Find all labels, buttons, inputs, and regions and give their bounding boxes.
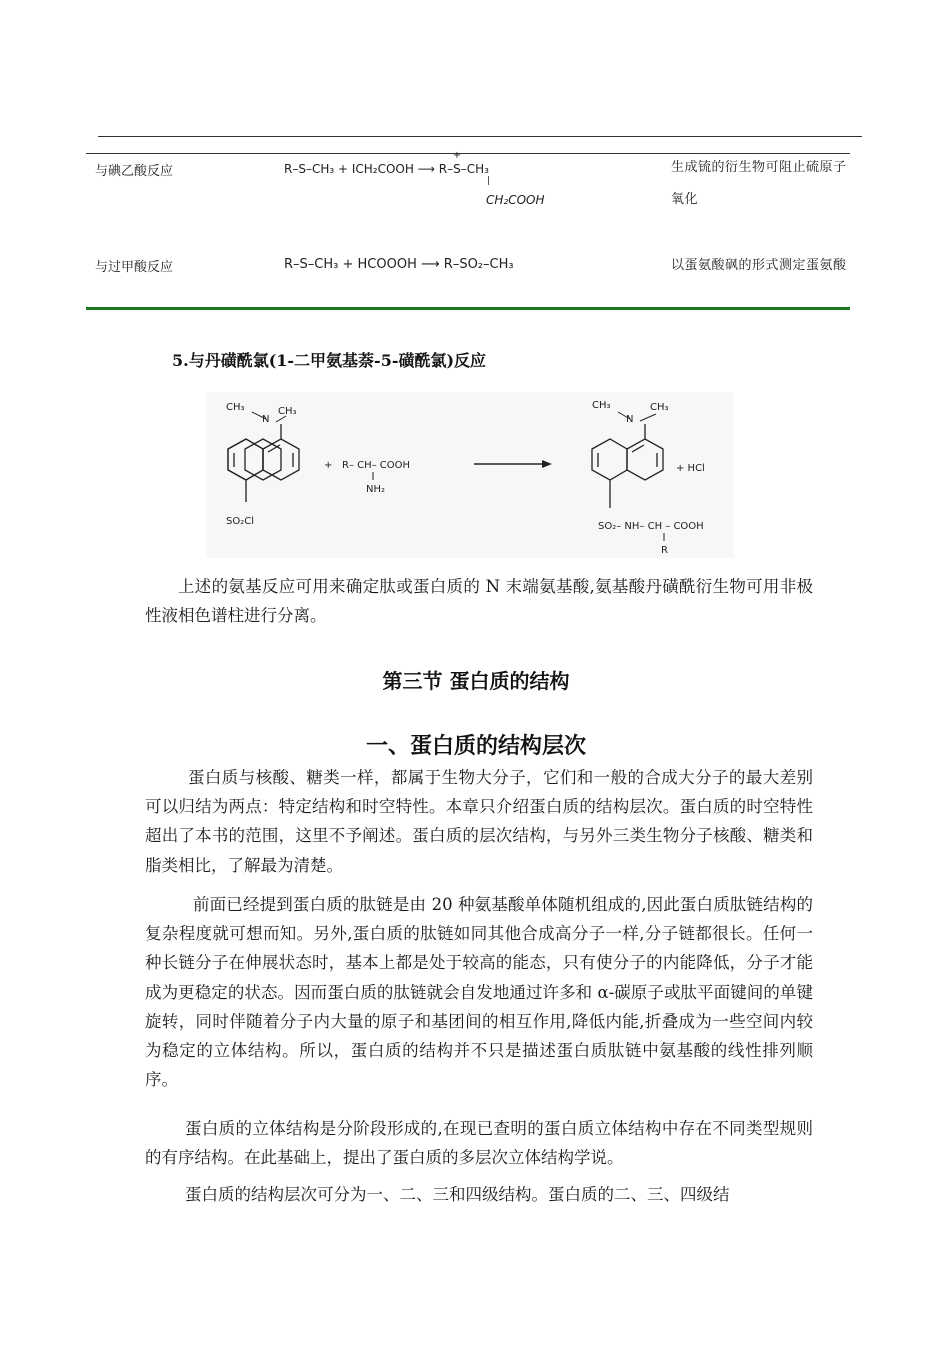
reaction-equation-performic: R–S–CH₃ + HCOOOH ⟶ R–SO₂–CH₃	[284, 257, 514, 272]
dansyl-reaction-scheme	[206, 392, 734, 558]
amino-group-label: NH₂	[366, 484, 386, 495]
methyl-label-3: CH₃	[592, 400, 611, 411]
sulfonyl-chloride-label: SO₂Cl	[226, 516, 254, 527]
charge-sign: +	[452, 150, 462, 161]
paragraph-3: 蛋白质的立体结构是分阶段形成的,在现已查明的蛋白质立体结构中存在不同类型规则的有序结构。在此基础上，提出了蛋白质的多层次立体结构学说。	[145, 1119, 813, 1168]
methyl-label-4: CH₃	[650, 402, 669, 413]
reaction-note-iodoacetate: 生成锍的衍生物可阻止硫原子氧化	[671, 160, 847, 207]
table-bottom-rule	[86, 307, 850, 310]
reaction-note-performic: 以蛋氨酸砜的形式测定蛋氨酸	[671, 258, 847, 273]
reactant-1: R–S–CH₃	[284, 257, 339, 272]
reactant-1: R–S–CH₃	[284, 162, 335, 176]
arrow-icon: ⟶	[421, 257, 440, 272]
arrow-icon: ⟶	[417, 162, 435, 176]
paragraph-dansyl-note: 上述的氨基反应可用来确定肽或蛋白质的 N 末端氨基酸,氨基酸丹磺酰衍生物可用非极性液相色谱柱进行分离。	[145, 577, 813, 626]
bond-line-icon: |	[487, 176, 491, 186]
reactant-2: HCOOOH	[357, 257, 417, 272]
paragraph-2: 前面已经提到蛋白质的肽链是由 20 种氨基酸单体随机组成的,因此蛋白质肽链结构的复杂程度就可想而知。另外,蛋白质的肽链如同其他合成高分子一样,分子链都很长。任何一种长链分子在伸展状态时，基本上都是处于较高的能态，只有使分子的内能降低，分子才能成为更稳定的状态。因而蛋白质的肽链就会自发地通过许多和 α-碳原子或肽平面键间的单键旋转，同时伴随着分子内大量的原子和基团间的相互作用,降低内能,折叠成为一些空间内较为稳定的立体结构。所以，蛋白质的结构并不只是描述蛋白质肽链中氨基酸的线性排列顺序。	[145, 895, 813, 1090]
plus-sign: +	[324, 460, 333, 471]
heading-structure-levels: 一、蛋白质的结构层次	[365, 733, 586, 759]
side-chain-label: R	[661, 545, 668, 556]
reactant-2: ICH₂COOH	[351, 162, 414, 176]
methyl-label-2: CH₃	[278, 406, 297, 417]
amino-acid-formula: R– CH– COOH	[342, 460, 411, 471]
section-title: 第三节 蛋白质的结构	[382, 669, 570, 693]
methyl-label-1: CH₃	[226, 402, 245, 413]
page-header-rule	[98, 136, 862, 137]
reaction-equation-iodoacetate: R–S–CH₃ + ICH₂COOH ⟶ + R–S–CH₃	[284, 150, 489, 176]
product-branch: CH₂COOH	[486, 193, 545, 207]
product	[438, 150, 489, 176]
product-formula: R–S–CH₃	[438, 162, 489, 176]
paragraph-4: 蛋白质的结构层次可分为一、二、三和四级结构。蛋白质的二、三、四级结	[185, 1185, 730, 1204]
nitrogen-label: N	[262, 414, 270, 425]
dansyl-product-chain: SO₂– NH– CH – COOH	[598, 521, 704, 532]
subsection-title-dansyl: 5.与丹磺酰氯(1-二甲氨基萘-5-磺酰氯)反应	[172, 351, 487, 370]
nitrogen-label-2: N	[626, 414, 634, 425]
paragraph-1: 蛋白质与核酸、糖类一样，都属于生物大分子，它们和一般的合成大分子的最大差别可以归结为两点：特定结构和时空特性。本章只介绍蛋白质的结构层次。蛋白质的时空特性超出了本书的范围，这里不予阐述。蛋白质的层次结构，与另外三类生物分子核酸、糖类和脂类相比，了解最为清楚。	[145, 768, 813, 875]
reaction-name-performic: 与过甲酸反应	[95, 260, 174, 275]
reaction-name-iodoacetate: 与碘乙酸反应	[95, 164, 174, 179]
product-formula: R–SO₂–CH₃	[443, 257, 514, 272]
hcl-label: + HCl	[676, 463, 705, 474]
